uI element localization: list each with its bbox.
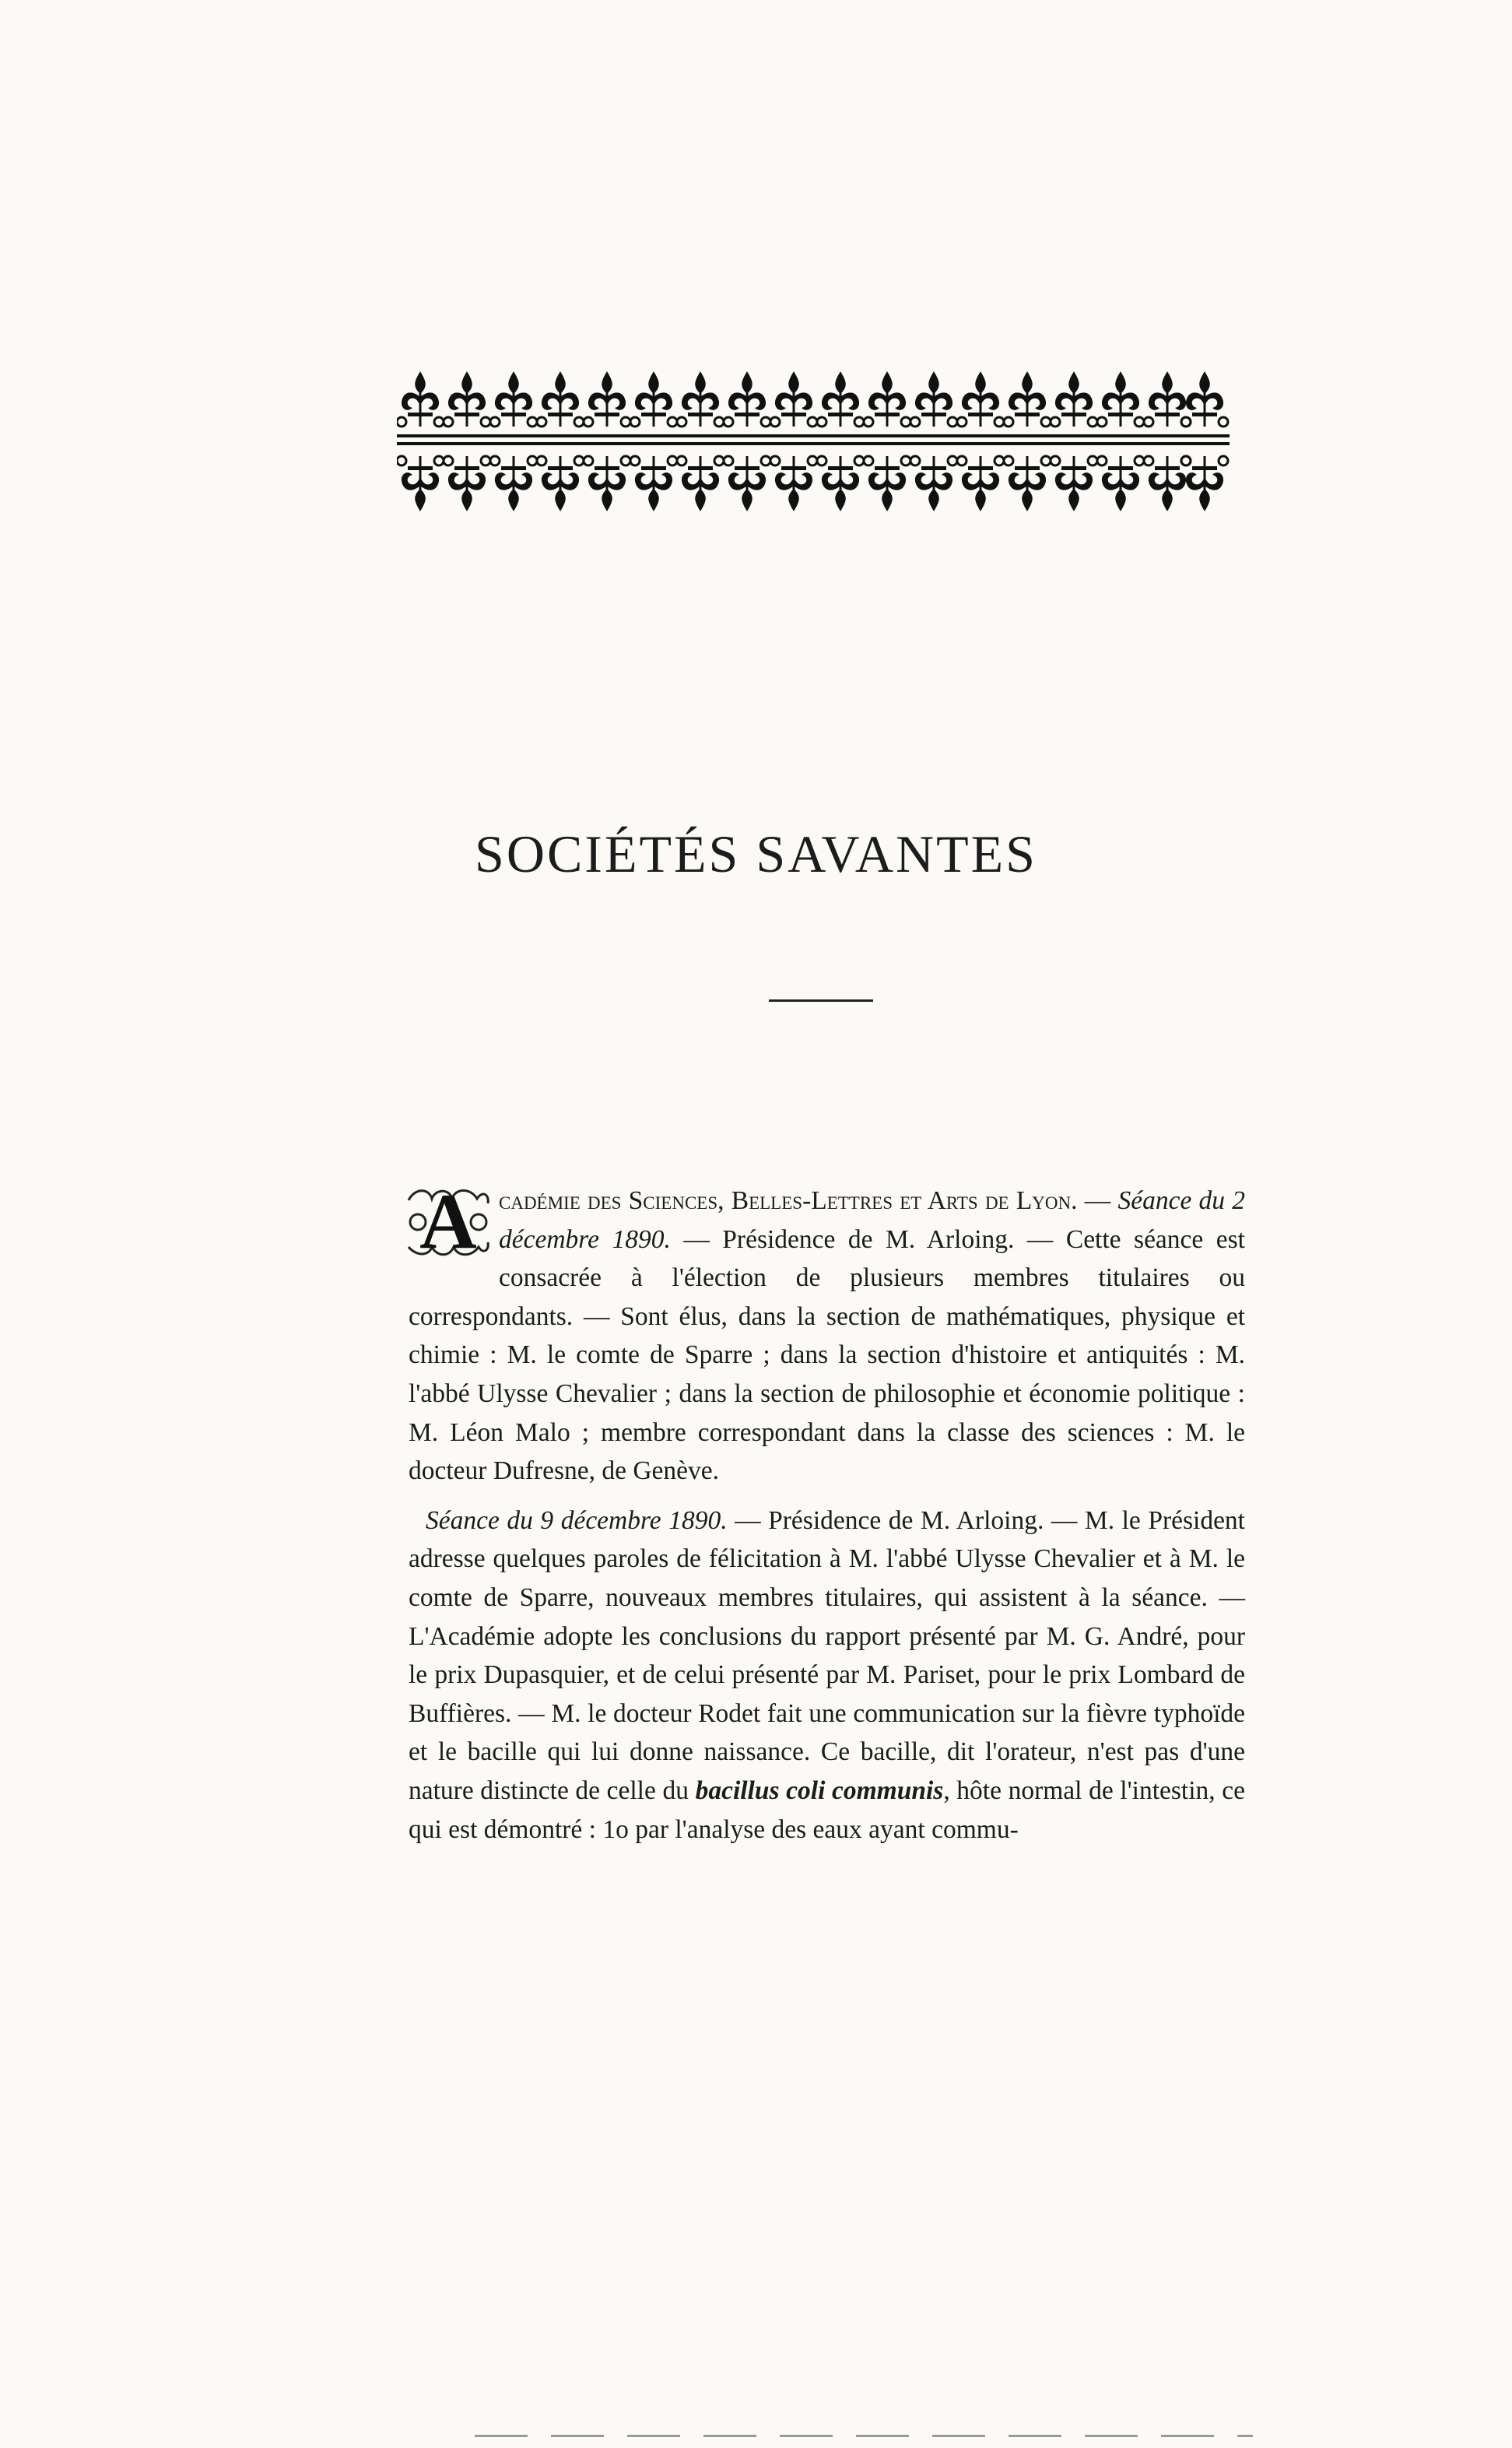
decorated-initial: [405, 1178, 491, 1266]
paragraph-1-text: — Présidence de M. Arloing. — Cette séance est consacrée à l'élection de plusieurs membres titulaires ou correspondants. — Sont élus, dans la section de mathématiques, physique et chimie : M. le comte de Sparre ; dans la section d'histoire et antiquités : M. l'abbé Ulysse Chevalier ; dans la section de philosophie et économie politique : M. Léon Malo ; membre correspondant dans la classe des sciences : M. le docteur Dufresne, de Genève.: [409, 1224, 1245, 1486]
session-date-1: Séance du 2 décembre 1890.: [499, 1186, 1246, 1254]
bacillus-name: bacillus coli communis: [695, 1775, 944, 1805]
dropcap-letter: A: [419, 1178, 477, 1266]
article-body: [409, 1178, 1246, 1849]
paragraph-seance-9-dec: [409, 1501, 1245, 1849]
ornamental-header-band: [397, 360, 1230, 532]
paragraph-academie-seance-2-dec: [409, 1178, 1246, 1491]
paragraph-2-text-after: , hôte normal de l'intestin, ce qui est démontré : 1o par l'analyse des eaux ayant commu-: [409, 1775, 1245, 1844]
bottom-dash-rule: [475, 2435, 1253, 2437]
page-title: SOCIÉTÉS SAVANTES: [475, 824, 1037, 883]
fleuron-ornament-icon: [397, 360, 1230, 532]
academy-name: cadémie des Sciences, Belles-Lettres et Arts de Lyon. —: [499, 1186, 1111, 1215]
session-date-2: Séance du 9 décembre 1890.: [426, 1505, 728, 1535]
title-divider: [769, 999, 873, 1002]
paragraph-2-text-before: — Présidence de M. Arloing. — M. le Président adresse quelques paroles de félicitation à M. l'abbé Ulysse Chevalier et à M. le comte de Sparre, nouveaux membres titulaires, qui assistent à la séance. — L'Académie adopte les conclusions du rapport présenté par M. G. André, pour le prix Dupasquier, et de celui présenté par M. Pariset, pour le prix Lombard de Buffières. — M. le docteur Rodet fait une communication sur la fièvre typhoïde et le bacille qui lui donne naissance. Ce bacille, dit l'orateur, n'est pas d'une nature distincte de celle du: [409, 1505, 1245, 1805]
